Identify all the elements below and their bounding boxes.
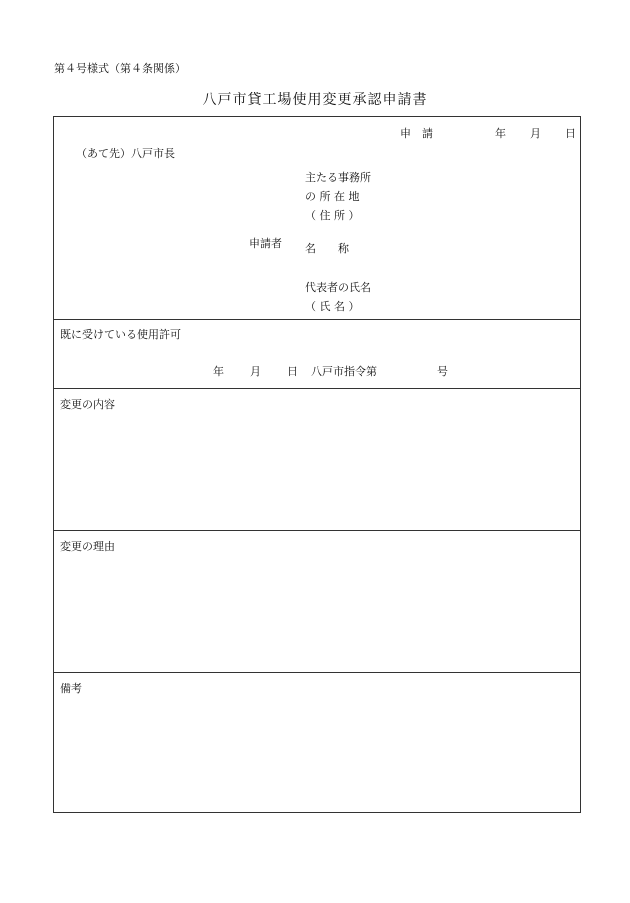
permit-day-label: 日 (287, 365, 298, 378)
office-address-label-line3: （ 住 所 ） (305, 209, 360, 222)
permit-directive-label: 八戸市指令第 (311, 365, 377, 378)
remarks-label: 備考 (60, 682, 82, 695)
application-date-label: 申 請 (400, 127, 433, 140)
application-form-table (53, 116, 581, 813)
change-content-field[interactable] (54, 417, 580, 527)
applicant-label: 申請者 (249, 237, 282, 250)
divider (54, 672, 580, 673)
remarks-field[interactable] (54, 701, 580, 809)
representative-label-line2: （ 氏 名 ） (305, 300, 360, 313)
document-title: 八戸市貸工場使用変更承認申請書 (202, 92, 428, 108)
office-address-label-line2: の 所 在 地 (305, 190, 360, 203)
divider (54, 319, 580, 320)
application-day-label: 日 (565, 127, 576, 140)
existing-permit-label: 既に受けている使用許可 (60, 328, 181, 341)
addressee: （あて先）八戸市長 (76, 147, 175, 160)
office-address-label-line1: 主たる事務所 (305, 171, 371, 184)
change-reason-label: 変更の理由 (60, 540, 115, 553)
change-content-label: 変更の内容 (60, 398, 115, 411)
permit-month-label: 月 (250, 365, 261, 378)
company-name-label: 名 称 (305, 242, 349, 255)
change-reason-field[interactable] (54, 559, 580, 669)
representative-label-line1: 代表者の氏名 (305, 281, 371, 294)
permit-number-suffix: 号 (437, 365, 448, 378)
divider (54, 530, 580, 531)
permit-year-label: 年 (213, 365, 224, 378)
divider (54, 388, 580, 389)
application-year-label: 年 (495, 127, 506, 140)
application-month-label: 月 (530, 127, 541, 140)
form-number: 第４号様式（第４条関係） (54, 62, 186, 75)
